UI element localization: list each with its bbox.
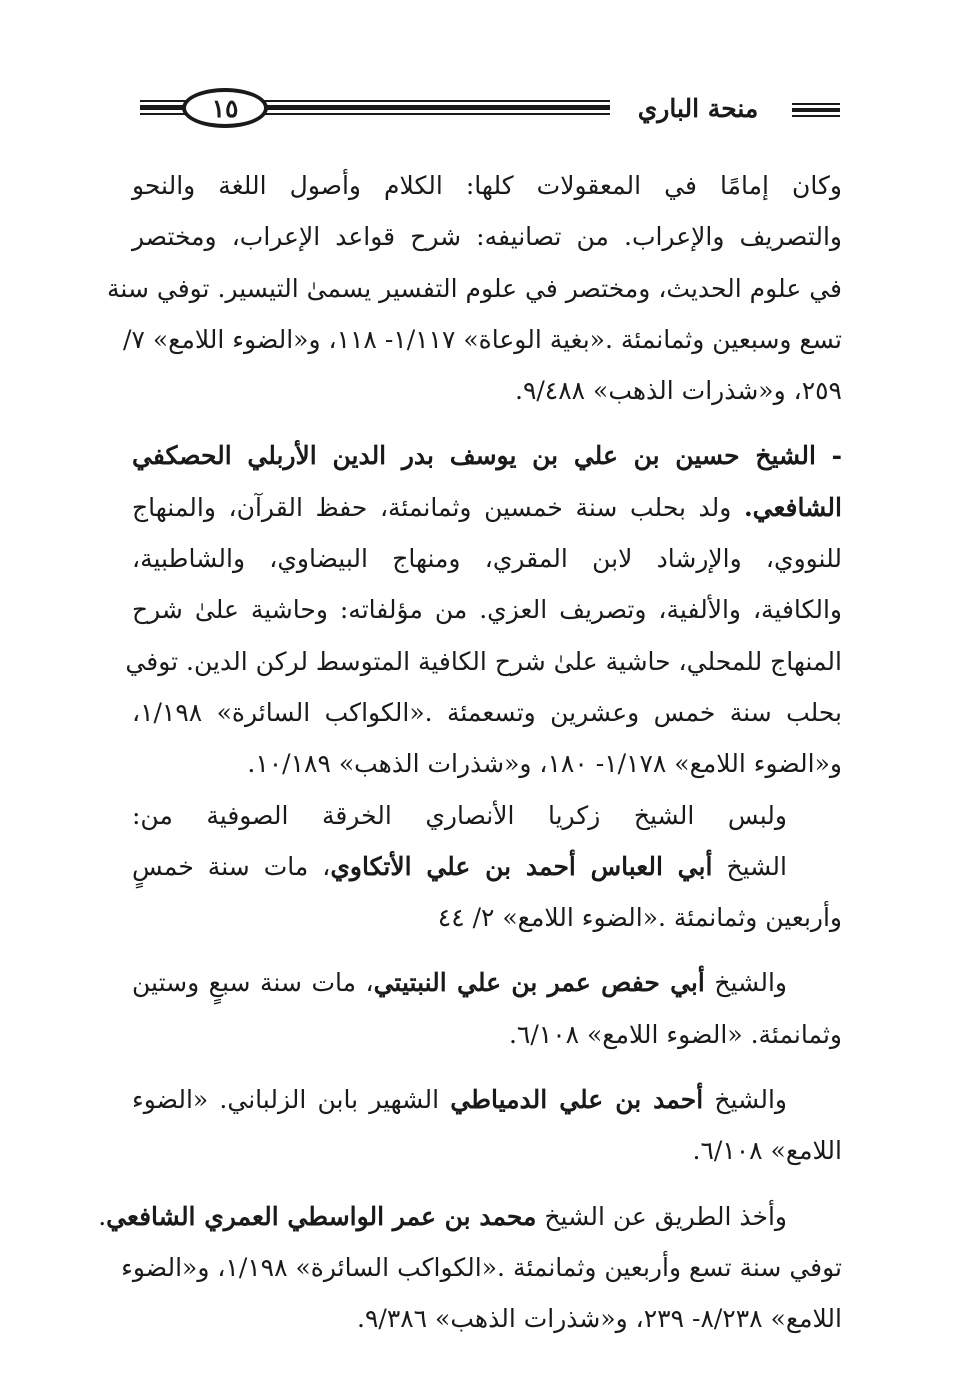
text-line: وأربعين وثمانمئة .«الضوء اللامع» ٢/ ٤٤	[437, 903, 842, 933]
line-text: .	[98, 1201, 107, 1231]
running-head-title: منحة الباري	[637, 94, 759, 123]
text-line: ٢٥٩، و«شذرات الذهب» ٩/٤٨٨.	[514, 376, 842, 406]
text-line	[132, 841, 842, 892]
text-line: والكافية، والألفية، وتصريف العزي. من مؤلفاته: وحاشية علىٰ شرح	[132, 595, 842, 625]
line-text: الشيخ	[712, 851, 787, 881]
page-number: ١٥	[182, 88, 268, 128]
text-line: اللامع» ٦/١٠٨.	[692, 1136, 842, 1166]
text-line: للنووي، والإرشاد لابن المقري، ومنهاج البيضاوي، والشاطبية،	[132, 544, 842, 574]
paragraph-gap	[132, 1060, 842, 1074]
line-text: والشيخ	[703, 1085, 787, 1115]
body-text	[98, 160, 842, 1345]
header-rule-right	[792, 103, 840, 117]
paragraph-gap	[132, 943, 842, 957]
text-line: تسع وسبعين وثمانمئة .«بغية الوعاة» ١/١١٧- ١١٨، و«الضوء اللامع» ٧/	[123, 324, 842, 354]
text-line	[132, 1074, 842, 1125]
text-line: المنهاج للمحلي، حاشية علىٰ شرح الكافية المتوسط لركن الدين. توفي	[125, 646, 842, 676]
text-line: وثمانمئة. «الضوء اللامع» ٦/١٠٨.	[508, 1019, 842, 1049]
bold-name: أحمد بن علي الدمياطي	[450, 1085, 704, 1115]
line-text: ولد بحلب سنة خمسين وثمانمئة، حفظ القرآن، والمنهاج	[132, 492, 744, 522]
line-text: والشيخ	[704, 968, 787, 998]
bold-name: الشافعي.	[743, 492, 842, 522]
text-line: اللامع» ٨/٢٣٨- ٢٣٩، و«شذرات الذهب» ٩/٣٨٦.	[357, 1304, 842, 1334]
line-text: الشهير بابن الزلباني. «الضوء	[132, 1085, 451, 1115]
bold-name: - الشيخ حسين بن علي بن يوسف بدر الدين الأربلي الحصكفي	[132, 441, 842, 471]
paragraph-gap	[132, 1177, 842, 1191]
line-text: وأخذ الطريق عن الشيخ	[536, 1201, 787, 1231]
paragraph-gap	[132, 416, 842, 430]
text-line: والتصريف والإعراب. من تصانيفه: شرح قواعد الإعراب، ومختصر	[132, 222, 842, 252]
text-line	[132, 482, 842, 533]
line-text: ، مات سنة خمسٍ	[132, 851, 331, 881]
text-line	[132, 430, 842, 481]
line-text: ، مات سنة سبعٍ وستين	[132, 968, 374, 998]
bold-name: أبي العباس أحمد بن علي الأتكاوي	[330, 851, 713, 881]
text-line: وكان إمامًا في المعقولات كلها: الكلام وأصول اللغة والنحو	[132, 171, 842, 200]
text-line: توفي سنة تسع وأربعين وثمانمئة .«الكواكب السائرة» ١/١٩٨، و«الضوء	[121, 1252, 842, 1282]
bold-name: محمد بن عمر الواسطي العمري الشافعي	[106, 1201, 537, 1231]
text-line	[98, 1191, 842, 1242]
text-line: و«الضوء اللامع» ١/١٧٨- ١٨٠، و«شذرات الذهب» ١٠/١٨٩.	[247, 749, 842, 779]
text-line: في علوم الحديث، ومختصر في علوم التفسير يسمىٰ التيسير. توفي سنة	[107, 273, 842, 303]
bold-name: أبي حفص عمر بن علي النبتيتي	[373, 968, 705, 998]
text-line	[132, 957, 842, 1008]
text-line: ولبس الشيخ زكريا الأنصاري الخرقة الصوفية من:	[132, 800, 787, 830]
text-line: بحلب سنة خمس وعشرين وتسعمئة .«الكواكب السائرة» ١/١٩٨،	[132, 697, 842, 727]
